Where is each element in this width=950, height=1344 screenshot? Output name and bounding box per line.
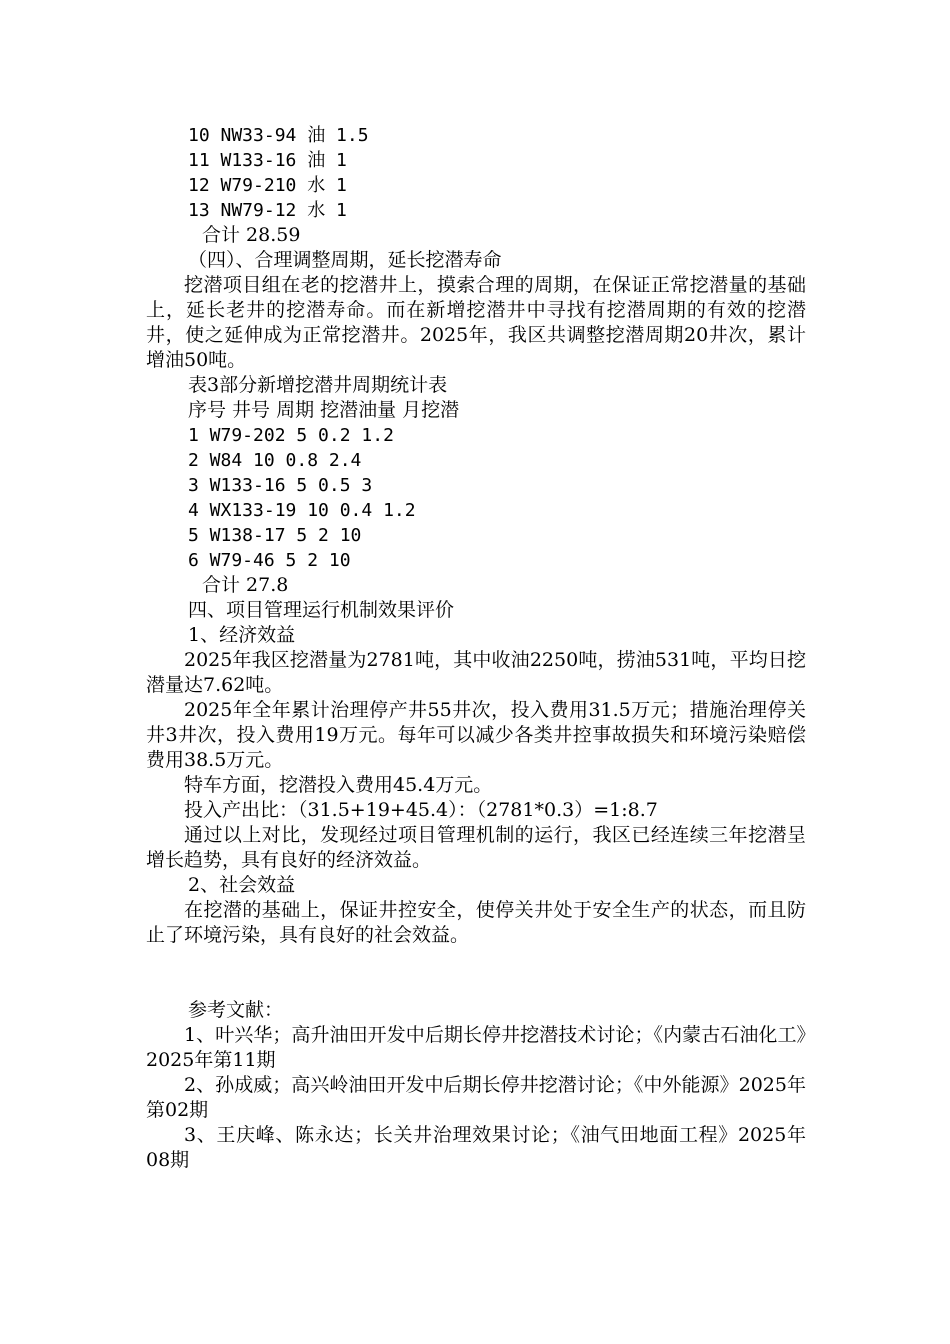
references-heading: 参考文献： [188, 999, 284, 1021]
table-row: 6 W79-46 5 2 10 [188, 550, 351, 571]
reference-item: 1、叶兴华；高升油田开发中后期长停井挖潜技术讨论；《内蒙古石油化工》2025年第11期 [146, 1024, 806, 1071]
table-row: 1 W79-202 5 0.2 1.2 [188, 425, 394, 446]
reference-item: 2、孙成威；高兴岭油田开发中后期长停井挖潜讨论；《中外能源》2025年第02期 [146, 1074, 806, 1121]
body-paragraph: 通过以上对比，发现经过项目管理机制的运行，我区已经连续三年挖潜呈增长趋势，具有良好的经济效益。 [146, 824, 806, 871]
table-row: 12 W79-210 水 1 [188, 175, 347, 196]
table2-tail [146, 123, 806, 248]
reference-item: 3、王庆峰、陈永达；长关井治理效果讨论；《油气田地面工程》2025年08期 [146, 1124, 806, 1171]
table-row: 10 NW33-94 油 1.5 [188, 125, 369, 146]
table3 [146, 373, 806, 598]
table-total: 合计 27.8 [202, 574, 289, 596]
body-paragraph: 挖潜项目组在老的挖潜井上，摸索合理的周期，在保证正常挖潜量的基础上，延长老井的挖潜寿命。而在新增挖潜井中寻找有挖潜周期的有效的挖潜井，使之延伸成为正常挖潜井。2025年，我区共调整挖潜周期20井次，累计增油50吨。 [146, 274, 806, 371]
section-heading: 四、项目管理运行机制效果评价 [188, 599, 455, 621]
table-row: 11 W133-16 油 1 [188, 150, 347, 171]
table-row: 3 W133-16 5 0.5 3 [188, 475, 373, 496]
spacer [146, 948, 806, 998]
table-total: 合计 28.59 [202, 224, 301, 246]
body-paragraph: 投入产出比：（31.5+19+45.4）：（2781*0.3）=1:8.7 [184, 799, 658, 821]
table-title: 表3部分新增挖潜井周期统计表 [188, 374, 448, 396]
body-paragraph: 2025年我区挖潜量为2781吨，其中收油2250吨，捞油531吨，平均日挖潜量达7.62吨。 [146, 649, 806, 696]
table-row: 2 W84 10 0.8 2.4 [188, 450, 362, 471]
body-paragraph: 特车方面，挖潜投入费用45.4万元。 [184, 774, 493, 796]
table-header: 序号 井号 周期 挖潜油量 月挖潜 [188, 399, 460, 421]
table-row: 13 NW79-12 水 1 [188, 200, 347, 221]
table-row: 4 WX133-19 10 0.4 1.2 [188, 500, 416, 521]
subsection-heading: 2、社会效益 [188, 874, 296, 896]
table-row: 5 W138-17 5 2 10 [188, 525, 362, 546]
document-page [146, 123, 806, 1173]
section-heading: （四）、合理调整周期，延长挖潜寿命 [188, 249, 502, 271]
subsection-heading: 1、经济效益 [188, 624, 296, 646]
body-paragraph: 在挖潜的基础上，保证井控安全，使停关井处于安全生产的状态，而且防止了环境污染，具有良好的社会效益。 [146, 899, 806, 946]
body-paragraph: 2025年全年累计治理停产井55井次，投入费用31.5万元；措施治理停关井3井次，投入费用19万元。每年可以减少各类井控事故损失和环境污染赔偿费用38.5万元。 [146, 699, 806, 771]
